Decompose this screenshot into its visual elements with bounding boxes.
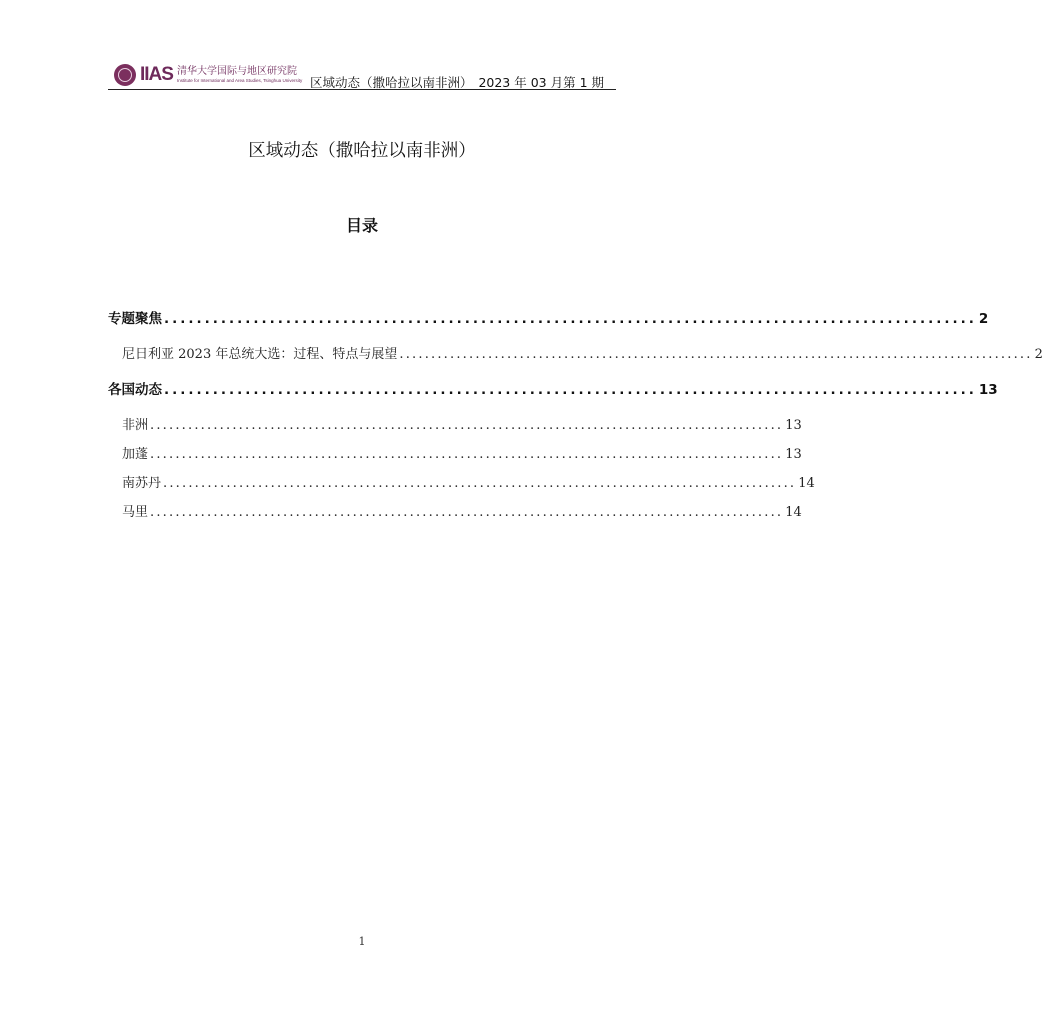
toc-entry[interactable] bbox=[108, 378, 998, 398]
toc-entry-page: 14 bbox=[785, 505, 802, 520]
toc-entry[interactable] bbox=[122, 472, 815, 491]
toc-leader: .................................................................................................... bbox=[399, 347, 1033, 362]
toc-entry-label: 尼日利亚 2023 年总统大选：过程、特点与展望 bbox=[122, 347, 398, 362]
toc-leader: .................................................................................................... bbox=[150, 447, 784, 462]
logo-mark: IIAS bbox=[140, 64, 173, 85]
toc-leader: .................................................................................................... bbox=[150, 505, 784, 520]
toc-heading: 目录 bbox=[345, 216, 378, 235]
logo-chinese-name: 清华大学国际与地区研究院 bbox=[176, 65, 297, 77]
toc-leader: .................................................................................................... bbox=[150, 418, 784, 433]
toc-entry-label: 专题聚焦 bbox=[108, 311, 162, 327]
toc-entry-page: 2 bbox=[1034, 347, 1043, 362]
document-title: 区域动态（撒哈拉以南非洲） bbox=[248, 141, 476, 161]
toc-entry[interactable] bbox=[122, 343, 1043, 362]
header-title: 区域动态（撒哈拉以南非洲） bbox=[310, 75, 473, 90]
logo-english-name: Institute for International and Area Studies, Tsinghua University bbox=[176, 77, 303, 83]
toc-entry-page: 13 bbox=[785, 447, 802, 462]
university-seal-icon bbox=[114, 64, 136, 86]
toc-entry-label: 各国动态 bbox=[108, 382, 162, 398]
toc-entry[interactable] bbox=[108, 307, 989, 327]
toc-entry[interactable] bbox=[122, 414, 802, 433]
toc-entry-page: 13 bbox=[785, 418, 802, 433]
toc-entry-page: 14 bbox=[798, 476, 815, 491]
institute-logo bbox=[114, 62, 302, 88]
toc-entry-label: 马里 bbox=[122, 505, 149, 520]
header-rule bbox=[108, 89, 616, 90]
toc-entry[interactable] bbox=[122, 443, 802, 462]
header-issue: 2023 年 03 月第 1 期 bbox=[478, 75, 604, 90]
toc-entry-page: 13 bbox=[978, 382, 998, 398]
page-number: 1 bbox=[358, 935, 366, 948]
toc-entry-page: 2 bbox=[978, 311, 989, 327]
toc-leader: .................................................................................................... bbox=[164, 311, 977, 327]
toc-leader: .................................................................................................... bbox=[163, 476, 797, 491]
page-header bbox=[108, 62, 616, 90]
toc-entry-label: 加蓬 bbox=[122, 447, 149, 462]
toc-entry[interactable] bbox=[122, 501, 802, 520]
toc-leader: .................................................................................................... bbox=[164, 382, 977, 398]
toc-entry-label: 南苏丹 bbox=[122, 476, 162, 491]
toc-entry-label: 非洲 bbox=[122, 418, 149, 433]
